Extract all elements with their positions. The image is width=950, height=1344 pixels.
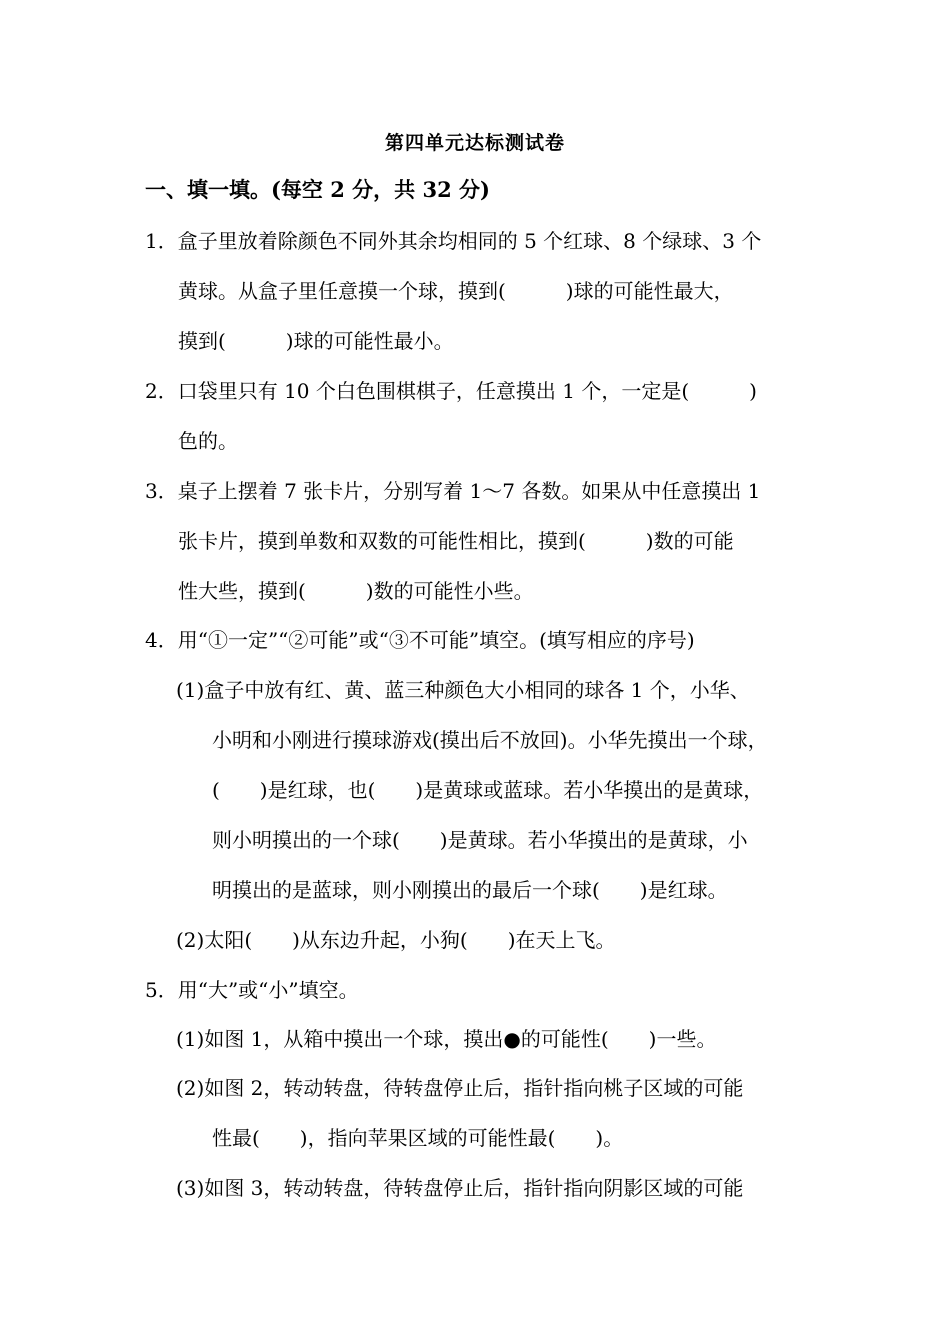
question-4-1-line-5: 明摸出的是蓝球，则小刚摸出的最后一个球( )是红球。 (212, 878, 728, 902)
question-4-1-line-2: 小明和小刚进行摸球游戏(摸出后不放回)。小华先摸出一个球， (212, 728, 768, 752)
question-5-2-line-2: 性最( )，指向苹果区域的可能性最( )。 (212, 1126, 624, 1150)
question-4-1-line-3: ( )是红球，也( )是黄球或蓝球。若小华摸出的是黄球， (212, 778, 764, 802)
question-2-line-1: 2．口袋里只有 10 个白色围棋棋子，任意摸出 1 个，一定是( ) (145, 379, 757, 403)
question-4-2-line-1: (2)太阳( )从东边升起，小狗( )在天上飞。 (176, 928, 616, 952)
question-5-1-line-1: (1)如图 1，从箱中摸出一个球，摸出●的可能性( )一些。 (176, 1027, 717, 1051)
question-1-line-2: 黄球。从盒子里任意摸一个球，摸到( )球的可能性最大， (178, 279, 734, 303)
question-2-line-2: 色的。 (178, 429, 238, 453)
question-1-line-3: 摸到( )球的可能性最小。 (178, 329, 454, 353)
question-3-line-3: 性大些，摸到( )数的可能性小些。 (178, 579, 534, 603)
question-5-3-line-1: (3)如图 3，转动转盘，待转盘停止后，指针指向阴影区域的可能 (176, 1176, 744, 1200)
question-4-line-1: 4．用“①一定”“②可能”或“③不可能”填空。(填写相应的序号) (145, 628, 695, 652)
question-3-line-2: 张卡片，摸到单数和双数的可能性相比，摸到( )数的可能 (178, 529, 734, 553)
question-1-line-1: 1．盒子里放着除颜色不同外其余均相同的 5 个红球、8 个绿球、3 个 (145, 229, 762, 253)
question-5-2-line-1: (2)如图 2，转动转盘，待转盘停止后，指针指向桃子区域的可能 (176, 1076, 744, 1100)
question-3-line-1: 3．桌子上摆着 7 张卡片，分别写着 1～7 各数。如果从中任意摸出 1 (145, 479, 761, 503)
page-title: 第四单元达标测试卷 (384, 132, 565, 154)
question-4-1-line-4: 则小明摸出的一个球( )是黄球。若小华摸出的是黄球，小 (212, 828, 748, 852)
section-heading: 一、填一填。(每空 2 分，共 32 分) (145, 177, 490, 202)
question-5-line-1: 5．用“大”或“小”填空。 (145, 978, 359, 1002)
question-4-1-line-1: (1)盒子中放有红、黄、蓝三种颜色大小相同的球各 1 个，小华、 (176, 678, 750, 702)
